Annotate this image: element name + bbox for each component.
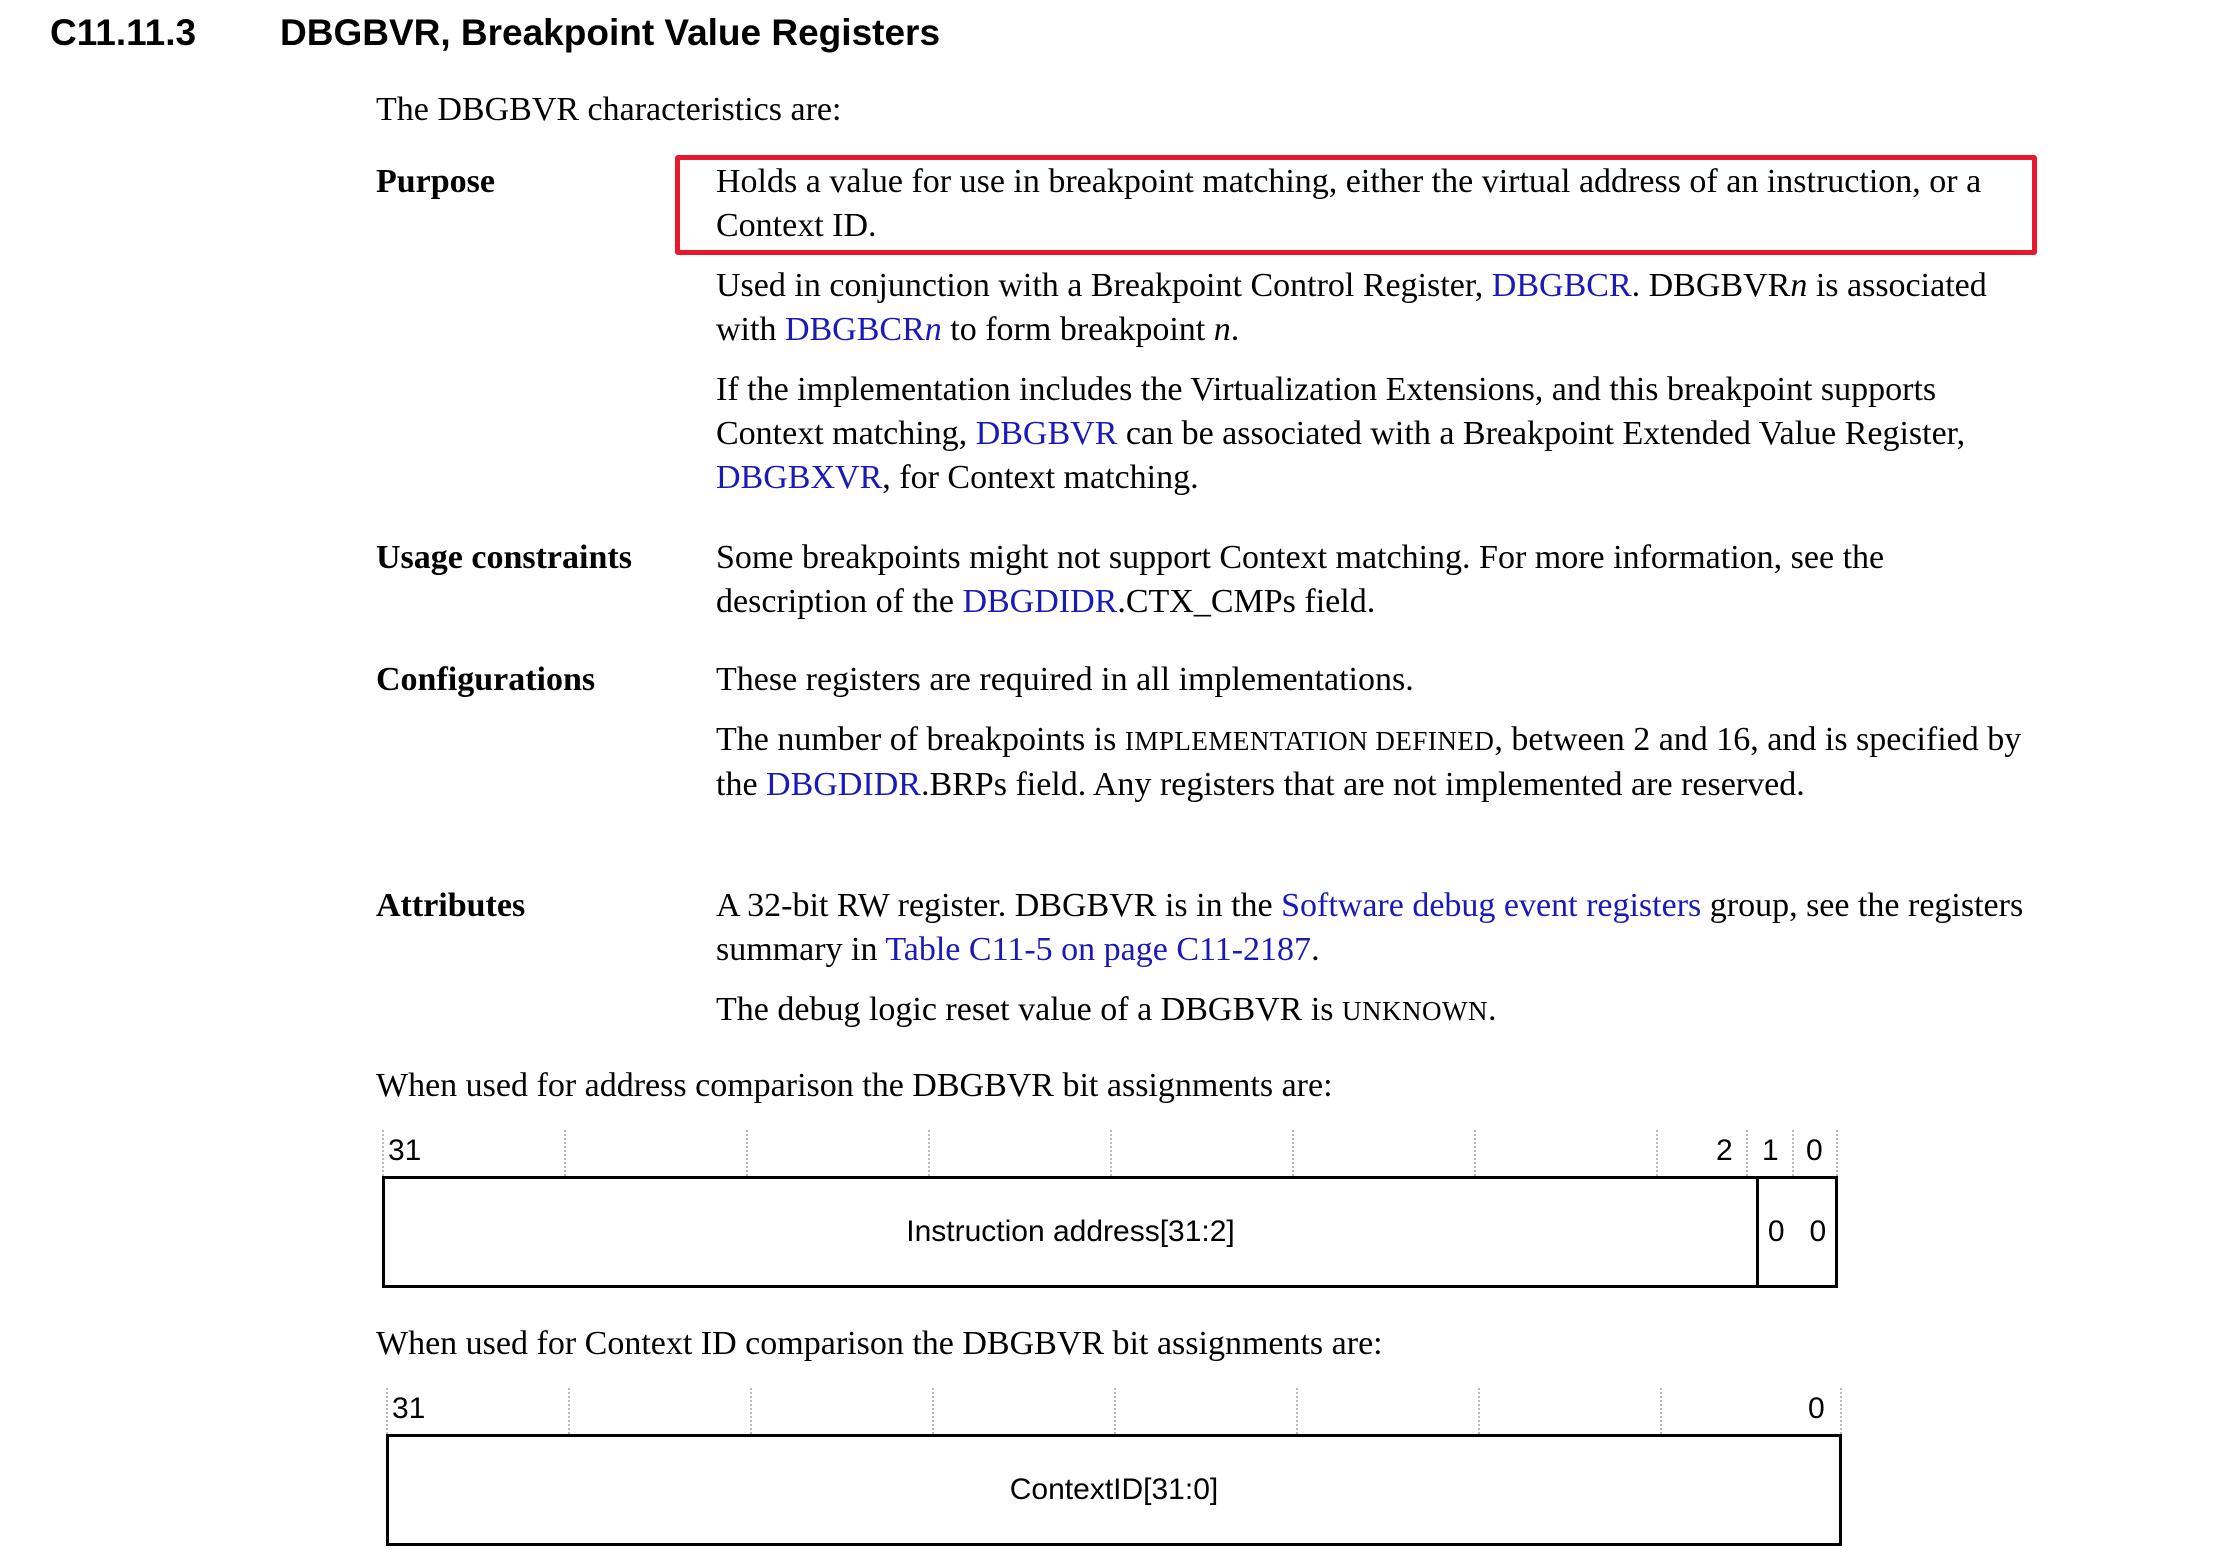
diagram2-bit-numbers: [386, 1388, 1842, 1434]
diagram1-box: [382, 1176, 1838, 1288]
configurations-p1: These registers are required in all implementations.: [716, 661, 1414, 698]
configurations-label: Configurations: [376, 661, 596, 698]
diagram1-register: [382, 1130, 1838, 1288]
purpose-p3: If the implementation includes the Virtualization Extensions, and this breakpoint supports Context matching, DBGBVR can be associated with a Breakpoint Extended Value Register, DBGBXVR, for Context matching.: [716, 371, 1966, 496]
dbgbcrn-link[interactable]: DBGBCRn: [784, 311, 942, 348]
diagram1-bit-1: 1: [1762, 1134, 1779, 1167]
section-title: DBGBVR, Breakpoint Value Registers: [280, 12, 941, 53]
dbgdidr-link[interactable]: DBGDIDR: [962, 583, 1118, 620]
diagram1-bit-2: 2: [1716, 1134, 1733, 1167]
diagram1-bit-numbers: [382, 1130, 1838, 1176]
dbgbcr-link[interactable]: DBGBCR: [1491, 267, 1632, 304]
configurations-p2: The number of breakpoints is IMPLEMENTATION DEFINED, between 2 and 16, and is specified by the DBGDIDR.BRPs field. Any registers that are not implemented are reserved.: [716, 721, 2022, 803]
diagram1-caption: When used for address comparison the DBGBVR bit assignments are:: [376, 1067, 1333, 1104]
attributes-p2: The debug logic reset value of a DBGBVR is UNKNOWN.: [716, 991, 1497, 1028]
attributes-label: Attributes: [376, 887, 526, 924]
dbgbxvr-link[interactable]: DBGBXVR: [716, 459, 883, 496]
diagram2-box: [386, 1434, 1842, 1546]
usage-content: [716, 536, 2036, 640]
software-debug-event-registers-link[interactable]: Software debug event registers: [1281, 887, 1702, 924]
configurations-content: [716, 658, 2036, 823]
attributes-content: [716, 884, 2036, 1049]
diagram2-register: [386, 1388, 1842, 1546]
usage-label: Usage constraints: [376, 539, 632, 576]
attributes-p1: A 32-bit RW register. DBGBVR is in the Software debug event registers group, see the registers summary in Table C11-5 on page C11-2187.: [716, 887, 2024, 968]
purpose-label: Purpose: [376, 163, 495, 200]
diagram2-bit-0: 0: [1808, 1392, 1825, 1425]
usage-p1: Some breakpoints might not support Context matching. For more information, see the description of the DBGDIDR.CTX_CMPs field.: [716, 539, 1885, 620]
highlight-box: [675, 155, 2037, 255]
intro-text: The DBGBVR characteristics are:: [376, 91, 842, 128]
diagram2-caption: When used for Context ID comparison the DBGBVR bit assignments are:: [376, 1325, 1383, 1362]
diagram1-bit-0: 0: [1806, 1134, 1823, 1167]
dbgbvr-link[interactable]: DBGBVR: [975, 415, 1118, 452]
purpose-p1: Holds a value for use in breakpoint matching, either the virtual address of an instruction, or a Context ID.: [716, 163, 1982, 244]
purpose-p2: Used in conjunction with a Breakpoint Control Register, DBGBCR. DBGBVRn is associated with DBGBCRn to form breakpoint n.: [716, 267, 1987, 348]
table-c11-5-link[interactable]: Table C11-5 on page C11-2187: [885, 931, 1312, 968]
contextid-field: ContextID[31:0]: [1009, 1473, 1219, 1506]
dbgdidr-link-2[interactable]: DBGDIDR: [766, 766, 921, 803]
diagram2-bit-31: 31: [392, 1392, 426, 1425]
low-bits-field: 0 0: [1767, 1215, 1827, 1248]
section-number: C11.11.3: [50, 12, 197, 53]
diagram1-bit-31: 31: [388, 1134, 422, 1167]
instruction-address-field: Instruction address[31:2]: [385, 1179, 1759, 1285]
